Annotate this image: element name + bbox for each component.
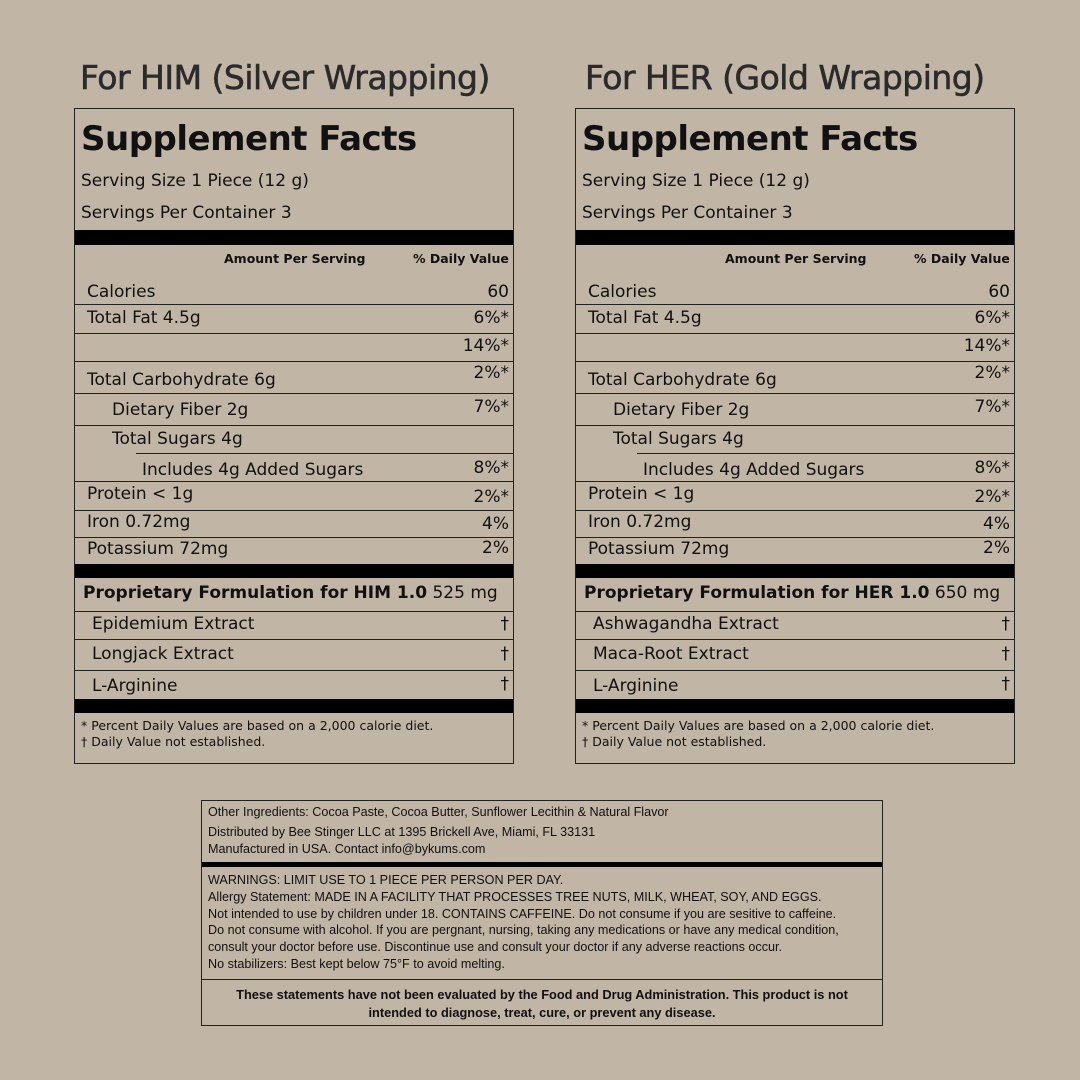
- ingredient-row: Maca-Root Extract †: [576, 640, 1014, 671]
- nutrient-row: Protein < 1g 2%*: [576, 482, 1014, 511]
- proprietary-row: [576, 582, 1014, 612]
- thick-divider: [576, 564, 1014, 578]
- ingredient-row: Ashwagandha Extract †: [576, 612, 1014, 640]
- thick-divider: [75, 564, 513, 578]
- panel-title: Supplement Facts: [81, 119, 417, 159]
- warning-line: Allergy Statement: MADE IN A FACILITY THAT PROCESSES TREE NUTS, MILK, WHEAT, SOY, AND EGGS.: [208, 890, 822, 904]
- product-info-box: [201, 800, 883, 1026]
- daily-value-header: % Daily Value: [914, 251, 1010, 266]
- thick-divider: [202, 862, 882, 867]
- amount-per-serving-header: Amount Per Serving: [725, 251, 867, 266]
- footnote-not-established: † Daily Value not established.: [582, 734, 767, 749]
- her-supplement-facts-panel: [575, 108, 1015, 764]
- fda-disclaimer: These statements have not been evaluated by the Food and Drug Administration. This product is not intended to diagnose, treat, cure, or prevent any disease.: [236, 987, 848, 1020]
- nutrient-row: Total Fat 4.5g 6%*: [75, 305, 513, 334]
- thick-divider: [576, 699, 1014, 713]
- proprietary-row: [75, 582, 513, 612]
- nutrient-row: Potassium 72mg 2%: [588, 538, 1010, 559]
- nutrient-row: Dietary Fiber 2g 7%*: [75, 394, 513, 426]
- warning-line: WARNINGS: LIMIT USE TO 1 PIECE PER PERSON PER DAY.: [208, 873, 564, 887]
- nutrient-row: Protein < 1g 2%*: [75, 482, 513, 511]
- nutrient-row: Dietary Fiber 2g 7%*: [576, 394, 1014, 426]
- thick-divider: [75, 230, 513, 245]
- nutrient-row: Total Sugars 4g: [613, 429, 744, 449]
- warning-line: No stabilizers: Best kept below 75°F to avoid melting.: [208, 957, 505, 971]
- nutrient-row: Iron 0.72mg 4%: [576, 511, 1014, 538]
- nutrient-row: Potassium 72mg 2%: [87, 538, 509, 559]
- proprietary-formulation: Proprietary Formulation for HIM 1.0 525 mg: [83, 583, 498, 603]
- nutrient-row: Calories 60: [576, 277, 1014, 305]
- ingredient-row: Epidemium Extract †: [75, 612, 513, 640]
- nutrient-row: Includes 4g Added Sugars 8%*: [576, 454, 1014, 482]
- nutrient-row: Total Sugars 4g: [112, 429, 243, 449]
- panel-title: Supplement Facts: [582, 119, 918, 159]
- thick-divider: [576, 230, 1014, 245]
- footnote-daily-values: * Percent Daily Values are based on a 2,000 calorie diet.: [81, 718, 434, 733]
- daily-value-header: % Daily Value: [413, 251, 509, 266]
- ingredient-row: Longjack Extract †: [75, 640, 513, 671]
- other-ingredients: Other Ingredients: Cocoa Paste, Cocoa Butter, Sunflower Lecithin & Natural Flavor: [208, 805, 669, 819]
- nutrient-row: Total Carbohydrate 6g 2%*: [576, 362, 1014, 394]
- distributed-by: Distributed by Bee Stinger LLC at 1395 Brickell Ave, Miami, FL 33131: [208, 825, 596, 839]
- serving-size: Serving Size 1 Piece (12 g): [81, 171, 309, 191]
- thick-divider: [75, 699, 513, 713]
- ingredient-row: L-Arginine †: [92, 674, 509, 696]
- nutrient-row: Calories 60: [75, 277, 513, 305]
- her-heading: For HER (Gold Wrapping): [585, 58, 985, 97]
- servings-per-container: Servings Per Container 3: [582, 203, 793, 223]
- nutrient-row: Iron 0.72mg 4%: [75, 511, 513, 538]
- nutrient-row: Total Fat 4.5g 6%*: [576, 305, 1014, 334]
- amount-per-serving-header: Amount Per Serving: [224, 251, 366, 266]
- servings-per-container: Servings Per Container 3: [81, 203, 292, 223]
- warning-line: Not intended to use by children under 18. CONTAINS CAFFEINE. Do not consume if you are sesitive to caffeine.: [208, 907, 837, 921]
- nutrient-row: Total Carbohydrate 6g 2%*: [75, 362, 513, 394]
- nutrient-row: 14%*: [75, 334, 513, 362]
- ingredient-row: L-Arginine †: [593, 674, 1010, 696]
- nutrient-row: 14%*: [576, 334, 1014, 362]
- nutrient-row: Includes 4g Added Sugars 8%*: [75, 454, 513, 482]
- warning-line: consult your doctor before use. Discontinue use and consult your doctor if any adverse reactions occur.: [208, 940, 783, 954]
- serving-size: Serving Size 1 Piece (12 g): [582, 171, 810, 191]
- manufactured-in: Manufactured in USA. Contact info@bykums.com: [208, 842, 486, 856]
- divider: [202, 979, 882, 980]
- footnote-not-established: † Daily Value not established.: [81, 734, 266, 749]
- footnote-daily-values: * Percent Daily Values are based on a 2,000 calorie diet.: [582, 718, 935, 733]
- warning-line: Do not consume with alcohol. If you are pergnant, nursing, taking any medications or have any medical condition,: [208, 923, 839, 937]
- proprietary-formulation: Proprietary Formulation for HER 1.0 650 mg: [584, 583, 1001, 603]
- him-heading: For HIM (Silver Wrapping): [80, 58, 490, 97]
- him-supplement-facts-panel: [74, 108, 514, 764]
